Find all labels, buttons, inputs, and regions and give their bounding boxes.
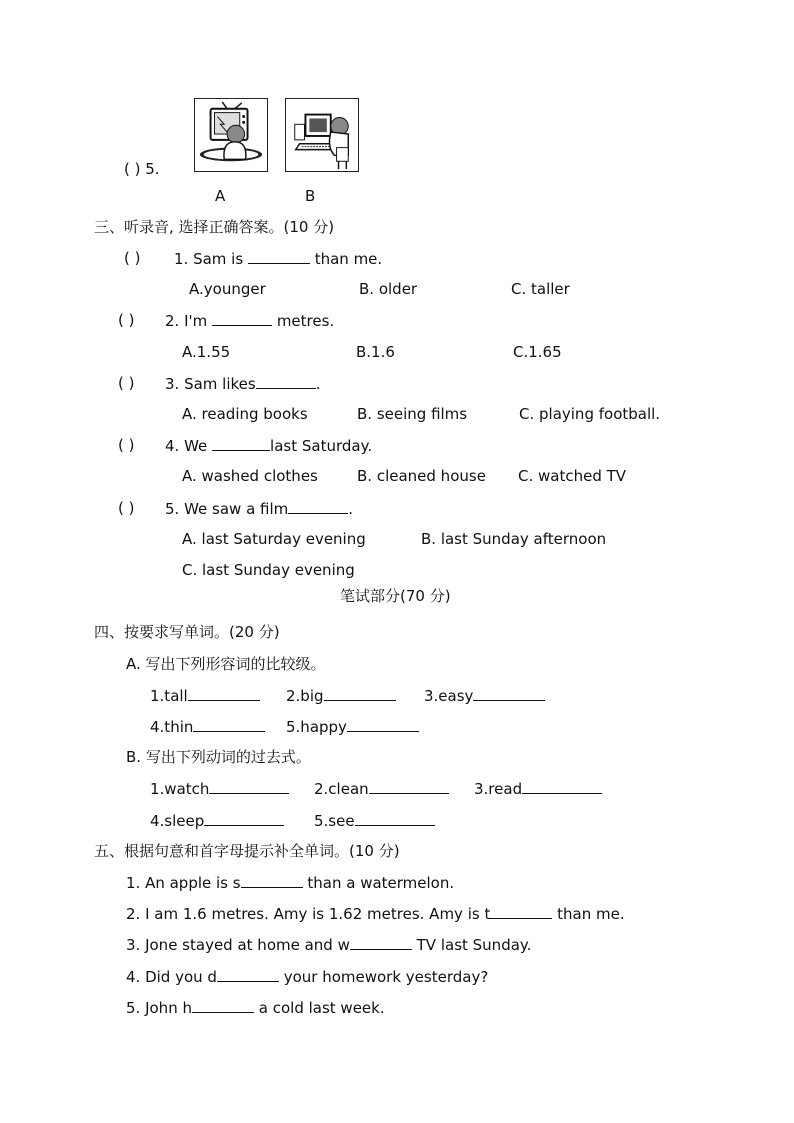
- s5-item-5: 5. John h a cold last week.: [126, 999, 385, 1017]
- computer-user-icon: [286, 99, 358, 171]
- answer-blank[interactable]: [522, 779, 602, 794]
- s3-q2-option-b: B.1.6: [356, 343, 395, 361]
- s4b-item-5: 5.see: [314, 811, 435, 830]
- answer-blank[interactable]: [369, 779, 449, 794]
- answer-blank[interactable]: [241, 873, 303, 888]
- picture-a: [194, 98, 268, 172]
- s4b-item-1: 1.watch: [150, 779, 289, 798]
- s3-q3-option-c: C. playing football.: [519, 405, 661, 423]
- s3-q3-paren: ( ): [118, 374, 135, 392]
- answer-blank[interactable]: [473, 686, 545, 701]
- s4a-item-5: 5.happy: [286, 717, 419, 736]
- answer-blank[interactable]: [188, 686, 260, 701]
- s4b-item-2: 2.clean: [314, 779, 449, 798]
- s3-q2-option-c: C.1.65: [513, 343, 562, 361]
- answer-blank[interactable]: [350, 935, 412, 950]
- s3-q1-option-b: B. older: [359, 280, 418, 298]
- s5-item-4: 4. Did you d your homework yesterday?: [126, 968, 489, 986]
- answer-blank[interactable]: [324, 686, 396, 701]
- tv-watching-icon: [195, 99, 267, 171]
- s4b-item-4: 4.sleep: [150, 811, 284, 830]
- s3-q2-text: 2. I'm metres.: [165, 312, 335, 330]
- s3-q3-option-a: A. reading books: [182, 405, 308, 423]
- s3-q5-option-b: B. last Sunday afternoon: [421, 530, 607, 548]
- section5-title: 五、根据句意和首字母提示补全单词。(10 分): [94, 842, 400, 860]
- s4a-item-3: 3.easy: [424, 686, 545, 705]
- s3-q4-paren: ( ): [118, 436, 135, 454]
- answer-blank[interactable]: [192, 998, 254, 1013]
- answer-blank[interactable]: [490, 904, 552, 919]
- s3-q4-option-a: A. washed clothes: [182, 467, 318, 485]
- s3-q4-option-b: B. cleaned house: [357, 467, 486, 485]
- s3-q2-paren: ( ): [118, 311, 135, 329]
- s3-q5-option-c: C. last Sunday evening: [182, 561, 355, 579]
- s4b-item-3: 3.read: [474, 779, 602, 798]
- s3-q2-option-a: A.1.55: [182, 343, 231, 361]
- q5-paren: ( ) 5.: [124, 160, 160, 178]
- answer-blank[interactable]: [209, 779, 289, 794]
- answer-blank[interactable]: [355, 811, 435, 826]
- s3-q4-option-c: C. watched TV: [518, 467, 627, 485]
- s3-q5-text: 5. We saw a film .: [165, 500, 354, 518]
- s3-q1-option-c: C. taller: [511, 280, 570, 298]
- s4a-item-2: 2.big: [286, 686, 396, 705]
- s3-q3-text: 3. Sam likes .: [165, 375, 321, 393]
- picture-b: [285, 98, 359, 172]
- s3-q3-option-b: B. seeing films: [357, 405, 468, 423]
- picture-label-b: B: [305, 187, 316, 205]
- answer-blank[interactable]: [217, 967, 279, 982]
- s5-item-3: 3. Jone stayed at home and w TV last Sunday.: [126, 936, 532, 954]
- s4a-item-1: 1.tall: [150, 686, 260, 705]
- answer-blank[interactable]: [248, 249, 310, 264]
- answer-blank[interactable]: [256, 374, 316, 389]
- s5-item-2: 2. I am 1.6 metres. Amy is 1.62 metres. Amy is t than me.: [126, 905, 625, 923]
- s3-q1-option-a: A.younger: [189, 280, 266, 298]
- s3-q1-text: 1. Sam is than me.: [174, 250, 383, 268]
- written-part-title: 笔试部分(70 分): [340, 587, 451, 605]
- answer-blank[interactable]: [204, 811, 284, 826]
- s3-q5-paren: ( ): [118, 499, 135, 517]
- answer-blank[interactable]: [288, 499, 348, 514]
- answer-blank[interactable]: [212, 436, 270, 451]
- section4-title: 四、按要求写单词。(20 分): [94, 623, 280, 641]
- picture-label-a: A: [215, 187, 226, 205]
- section4-part-a-title: A. 写出下列形容词的比较级。: [126, 655, 326, 673]
- section3-title: 三、听录音, 选择正确答案。(10 分): [94, 218, 335, 236]
- section4-part-b-title: B. 写出下列动词的过去式。: [126, 748, 311, 766]
- s5-item-1: 1. An apple is s than a watermelon.: [126, 874, 455, 892]
- answer-blank[interactable]: [193, 717, 265, 732]
- s3-q5-option-a: A. last Saturday evening: [182, 530, 366, 548]
- s4a-item-4: 4.thin: [150, 717, 265, 736]
- s3-q4-text: 4. We last Saturday.: [165, 437, 373, 455]
- answer-blank[interactable]: [212, 311, 272, 326]
- answer-blank[interactable]: [347, 717, 419, 732]
- s3-q1-paren: ( ): [124, 249, 141, 267]
